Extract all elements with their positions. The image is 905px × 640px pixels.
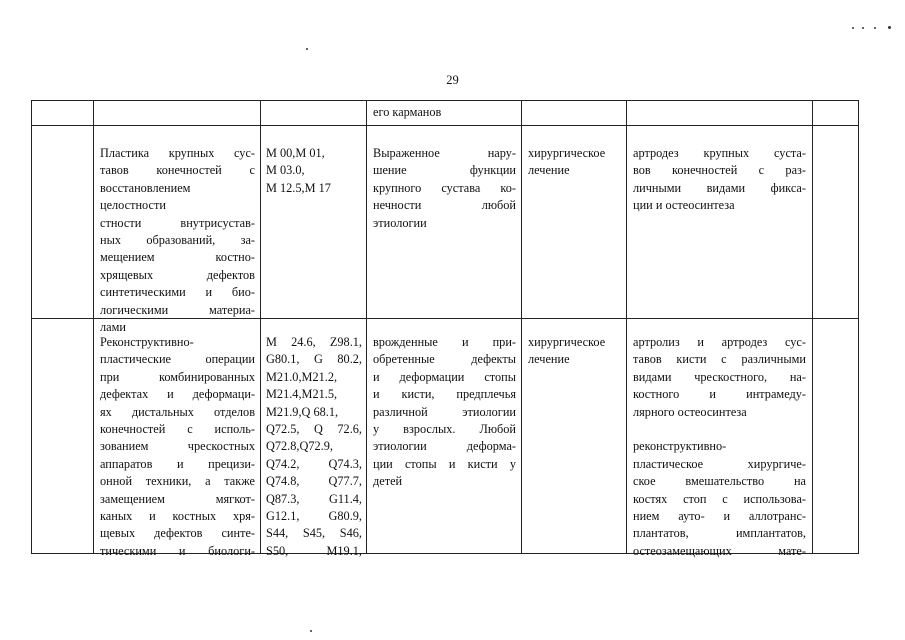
scan-speck xyxy=(888,26,891,29)
row1-indication: Выраженное нару- шение функции крупного сустава ко- нечности любой этиологии xyxy=(373,146,516,230)
row2-indication: врожденные и при- обретенные дефекты и деформации стопы и кисти, предплечья различной этиологии у взрослых. Любой этиологии деформа- ции стопы и кисти у детей xyxy=(373,335,516,489)
scan-speck xyxy=(852,27,854,29)
row2-method: артролиз и артродез сус- тавов кисти с различными видами чрескостного, на- костного и интрамеду- лярного остеосинтеза реконструктивно- пластическое хирургиче- ское вмешательство на костях стоп с использова- нием ауто- и аллотранс- плантатов, имплантатов, остеозамещающих мате- xyxy=(633,335,806,558)
medical-procedures-table xyxy=(31,100,859,558)
row1-icd-codes: M 00,M 01, M 03.0, M 12.5,M 17 xyxy=(266,146,331,195)
row1-method: артродез крупных суста- вов конечностей с раз- личными видами фикса- ции и остеосинтеза xyxy=(633,146,806,213)
page-number: 29 xyxy=(446,73,459,87)
row1-procedure: Пластика крупных сус- тавов конечностей с восстановлением целостности стности внутрисустав- ных образований, за- мещением костно- хрящевых дефектов синтетическими и био- логическими материа- лами xyxy=(100,146,255,335)
scan-speck xyxy=(310,630,312,632)
scan-speck xyxy=(306,48,308,50)
row2-procedure: Реконструктивно- пластические операции при комбинированных дефектах и деформаци- ях дистальных отделов конечностей с исполь- зованием чрескостных аппаратов и прецизи- онной техники, а также замещением мягкот- каных и костных хря- щевых дефектов синте- тическими и биологи- xyxy=(100,335,255,558)
header-cell-continuation: его карманов xyxy=(373,105,442,119)
row2-treatment-type: хирургическое лечение xyxy=(528,335,606,367)
scan-speck xyxy=(862,27,864,29)
row2-icd-codes: M 24.6, Z98.1, G80.1, G 80.2, M21.0,M21.2, M21.4,M21.5, M21.9,Q 68.1, Q72.5, Q 72.6, Q72.8,Q72.9, Q74.2, Q74.3, Q74.8, Q77.7, Q87.3, G11.4, G12.1, G80.9, S44, S45, S46, S50, M19.1, xyxy=(266,335,362,558)
scan-speck xyxy=(874,27,876,29)
row1-treatment-type: хирургическое лечение xyxy=(528,146,606,178)
